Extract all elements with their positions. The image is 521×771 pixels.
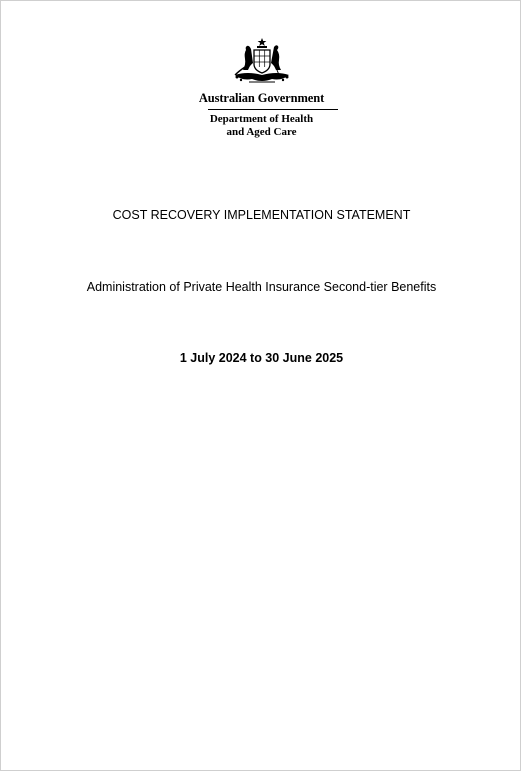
- department-name-line-2: and Aged Care: [226, 126, 297, 138]
- coat-of-arms-icon: [227, 37, 297, 85]
- statement-title: COST RECOVERY IMPLEMENTATION STATEMENT: [112, 208, 411, 222]
- coat-of-arms: [1, 37, 521, 85]
- government-name: Australian Government: [198, 91, 325, 105]
- department-name-line-1: Department of Health: [209, 113, 314, 125]
- reporting-period: 1 July 2024 to 30 June 2025: [179, 351, 344, 365]
- government-divider: [208, 109, 338, 110]
- document-subject: Administration of Private Health Insurance Second-tier Benefits: [86, 280, 437, 294]
